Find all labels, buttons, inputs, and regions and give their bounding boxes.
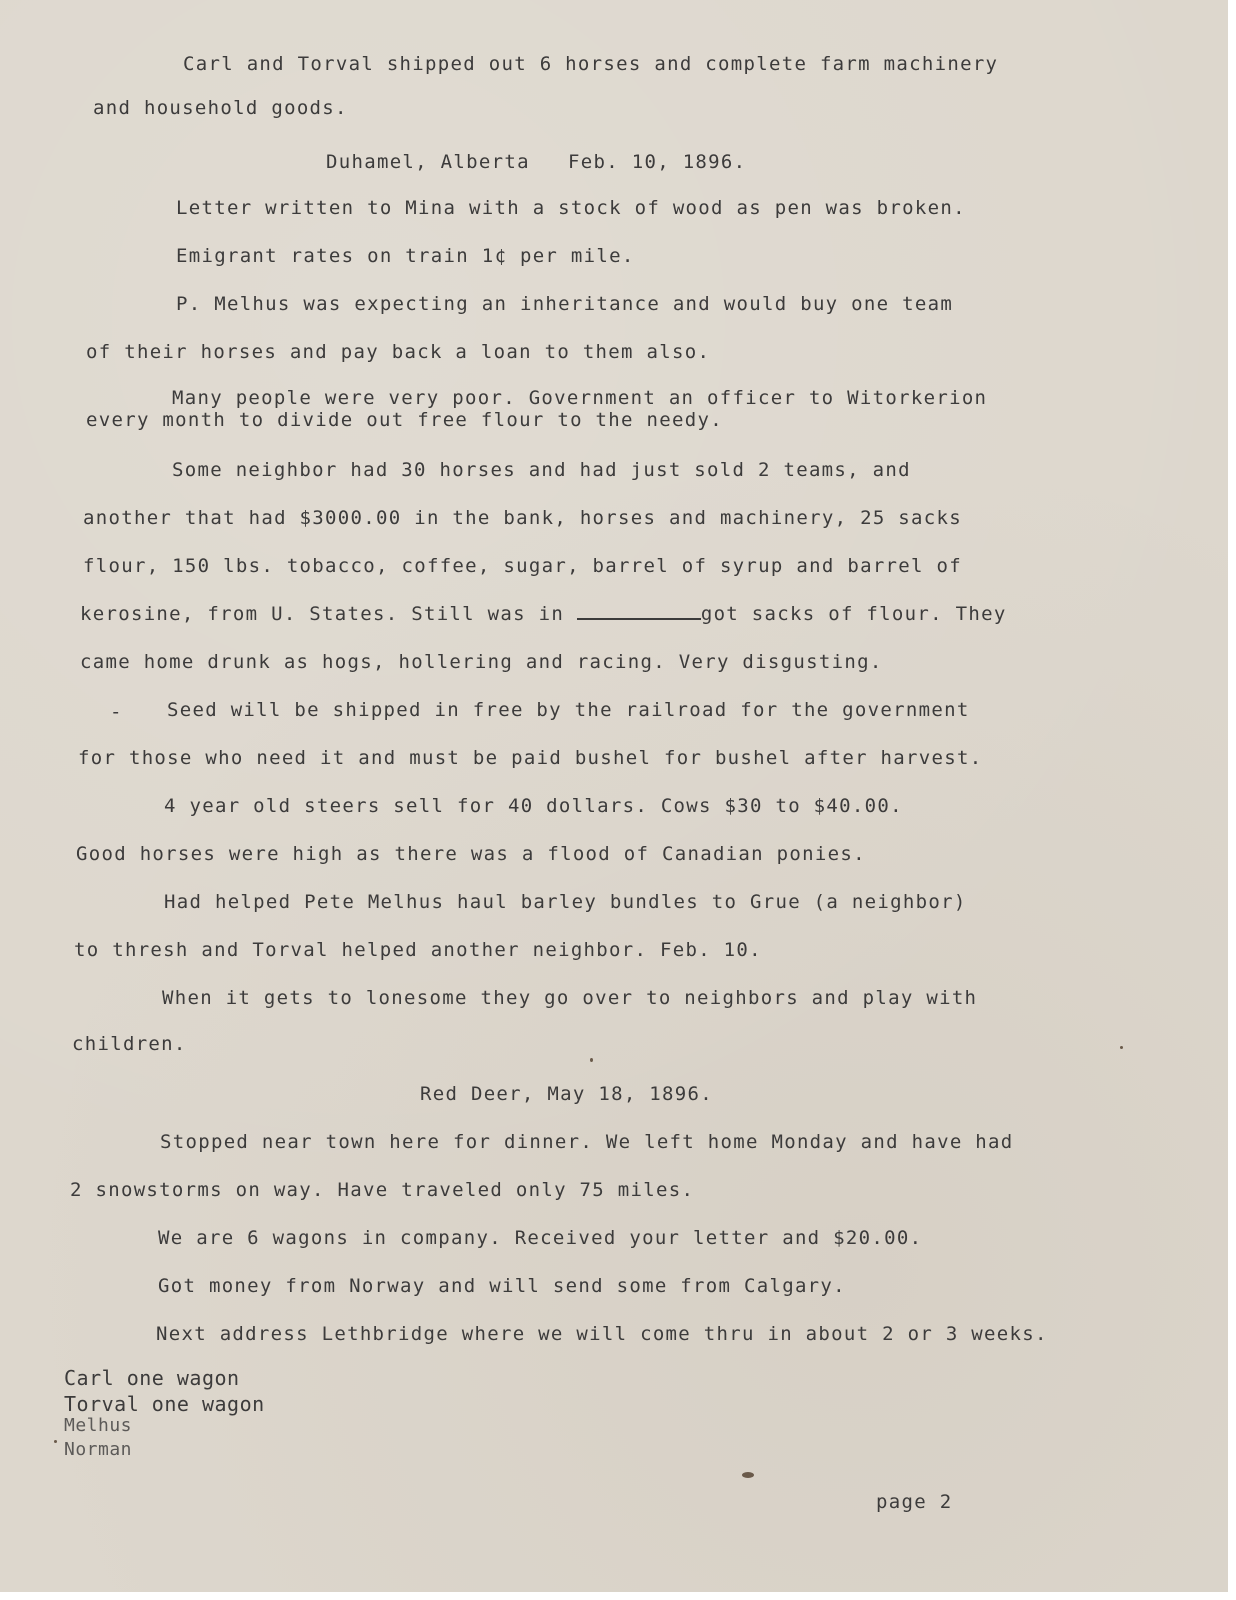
paragraph-11-line-2: 2 snowstorms on way. Have traveled only 75 miles. xyxy=(70,1179,695,1201)
dateline-red-deer: Red Deer, May 18, 1896. xyxy=(420,1083,713,1105)
wagon-list-item: Carl one wagon xyxy=(64,1366,240,1390)
paragraph-9-line-1: Had helped Pete Melhus haul barley bundles to Grue (a neighbor) xyxy=(164,891,967,913)
dateline-duhamel: Duhamel, Alberta Feb. 10, 1896. xyxy=(326,151,747,173)
paragraph-6-line-4-part-1: kerosine, from U. States. Still was in xyxy=(80,603,577,625)
paper-speck xyxy=(54,1440,57,1443)
paragraph-10-line-2: children. xyxy=(72,1033,187,1055)
paper-speck xyxy=(742,1472,754,1478)
paragraph-14: Next address Lethbridge where we will come thru in about 2 or 3 weeks. xyxy=(156,1323,1048,1345)
page-number: page 2 xyxy=(876,1491,953,1513)
paragraph-4-line-1: P. Melhus was expecting an inheritance and would buy one team xyxy=(176,293,954,315)
paragraph-1-line-1: Carl and Torval shipped out 6 horses and complete farm machinery xyxy=(183,53,999,75)
paragraph-6-line-4-part-2: got sacks of flour. They xyxy=(700,603,1007,625)
paragraph-11-line-1: Stopped near town here for dinner. We left home Monday and have had xyxy=(160,1131,1014,1153)
paragraph-13: Got money from Norway and will send some from Calgary. xyxy=(158,1275,846,1297)
paper-speck xyxy=(590,1058,593,1062)
paragraph-5-line-2: every month to divide out free flour to the needy. xyxy=(86,409,723,431)
paragraph-7-line-2: for those who need it and must be paid bushel for bushel after harvest. xyxy=(78,747,983,769)
paragraph-10-line-1: When it gets to lonesome they go over to neighbors and play with xyxy=(162,987,978,1009)
paragraph-1-line-2: and household goods. xyxy=(93,97,348,119)
wagon-list-item: Melhus xyxy=(64,1415,133,1436)
paragraph-6-line-5: came home drunk as hogs, hollering and racing. Very disgusting. xyxy=(80,651,883,673)
paragraph-7-margin-mark: - xyxy=(110,701,123,723)
paragraph-5-line-1: Many people were very poor. Government an officer to Witorkerion xyxy=(172,387,988,409)
wagon-list-item: Norman xyxy=(64,1439,133,1460)
paper-speck xyxy=(1120,1046,1123,1049)
paragraph-8-line-2: Good horses were high as there was a flood of Canadian ponies. xyxy=(76,843,866,865)
paragraph-6-line-1: Some neighbor had 30 horses and had just sold 2 teams, and xyxy=(172,459,911,481)
paragraph-3: Emigrant rates on train 1¢ per mile. xyxy=(176,245,635,267)
fill-in-blank xyxy=(577,604,701,620)
paragraph-7-line-1: Seed will be shipped in free by the railroad for the government xyxy=(167,699,970,721)
paragraph-8-line-1: 4 year old steers sell for 40 dollars. Cows $30 to $40.00. xyxy=(164,795,903,817)
wagon-list-item: Torval one wagon xyxy=(64,1392,265,1416)
paragraph-6-line-3: flour, 150 lbs. tobacco, coffee, sugar, barrel of syrup and barrel of xyxy=(83,555,962,577)
paragraph-2: Letter written to Mina with a stock of wood as pen was broken. xyxy=(176,197,966,219)
paragraph-4-line-2: of their horses and pay back a loan to them also. xyxy=(86,341,711,363)
paragraph-6-line-2: another that had $3000.00 in the bank, horses and machinery, 25 sacks xyxy=(83,507,962,529)
paragraph-12: We are 6 wagons in company. Received your letter and $20.00. xyxy=(158,1227,923,1249)
paragraph-9-line-2: to thresh and Torval helped another neighbor. Feb. 10. xyxy=(74,939,762,961)
paragraph-6-line-4 xyxy=(80,602,1007,626)
